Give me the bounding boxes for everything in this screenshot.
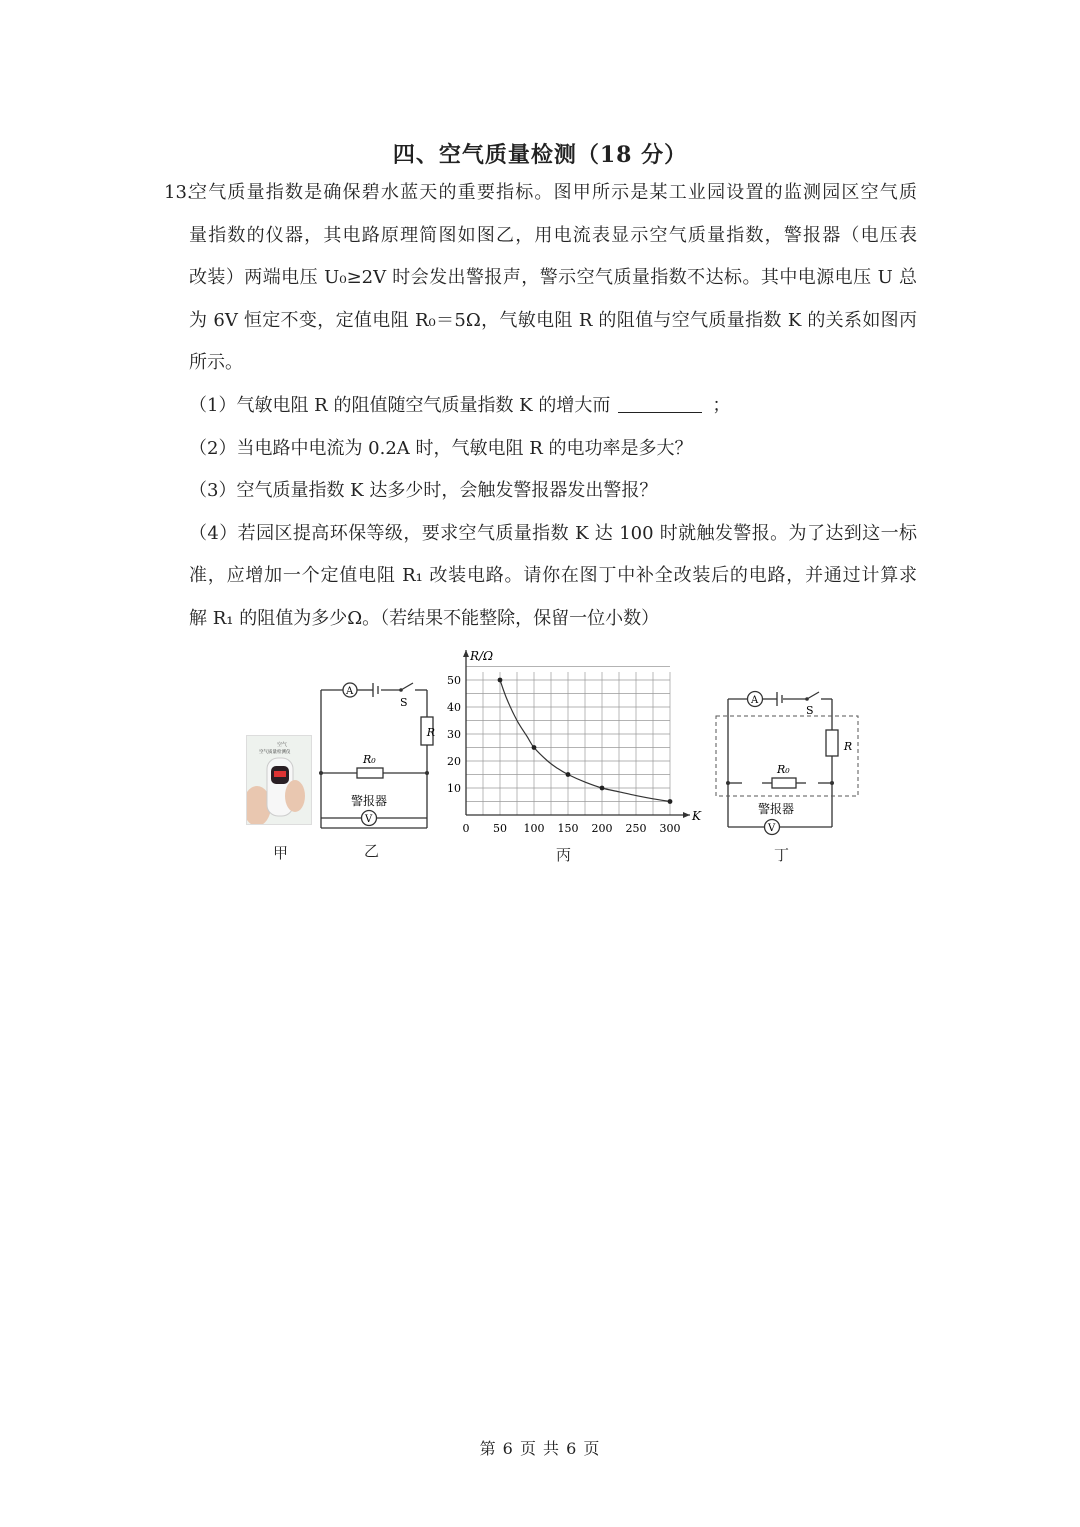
chart-ticks xyxy=(447,674,681,835)
resistor-r0-label-ding: R₀ xyxy=(777,763,790,776)
voltmeter-symbol: V xyxy=(365,814,373,825)
sub1-text: （1）气敏电阻 R 的阻值随空气质量指数 K 的增大而 xyxy=(189,395,611,416)
label-yi: 乙 xyxy=(364,842,380,860)
switch-label: S xyxy=(400,696,408,709)
x-tick-label: 0 xyxy=(462,822,470,835)
x-axis-label: K xyxy=(692,809,701,823)
y-axis-label: R/Ω xyxy=(470,649,494,663)
y-tick-label: 20 xyxy=(447,755,461,768)
resistor-r-label-ding: R xyxy=(843,740,853,753)
sub-question-4-line: 解 R₁ 的阻值为多少Ω。（若结果不能整除，保留一位小数） xyxy=(189,607,660,629)
data-point xyxy=(566,772,571,777)
stem-line: 量指数的仪器，其电路原理简图如图乙，用电流表显示空气质量指数，警报器（电压表 xyxy=(189,224,917,246)
device-text-2: 空气质量检测仪 xyxy=(259,750,291,755)
y-axis-arrow xyxy=(463,650,469,657)
circuit-ding xyxy=(714,680,864,850)
data-point xyxy=(600,786,605,791)
label-bing: 丙 xyxy=(556,846,572,864)
ammeter-symbol-ding: A xyxy=(751,695,759,706)
page-footer: 第 6 页 共 6 页 xyxy=(479,1439,601,1458)
label-jia: 甲 xyxy=(273,844,289,862)
alarm-label: 警报器 xyxy=(351,794,388,808)
circuit-yi xyxy=(315,670,435,840)
ammeter-symbol: A xyxy=(346,686,354,697)
device-illustration xyxy=(247,736,311,824)
label-ding: 丁 xyxy=(774,846,790,864)
y-tick-label: 40 xyxy=(447,701,461,714)
question-number: 13. xyxy=(164,182,193,203)
device-text-1: 空气 xyxy=(277,742,288,748)
x-tick-label: 250 xyxy=(625,822,647,835)
x-tick-label: 200 xyxy=(591,822,613,835)
switch-label-ding: S xyxy=(806,704,814,717)
chart-grid xyxy=(466,667,670,816)
y-tick-label: 30 xyxy=(447,728,461,741)
figure-group xyxy=(230,640,870,870)
sub-question-4-line: （4）若园区提高环保等级，要求空气质量指数 K 达 100 时就触发警报。为了达到这一标 xyxy=(189,522,917,544)
chart-bing xyxy=(440,640,710,845)
data-point xyxy=(532,745,537,750)
section-title: 四、空气质量检测（18 分） xyxy=(392,142,688,168)
sub-question-2: （2）当电路中电流为 0.2A 时，气敏电阻 R 的电功率是多大？ xyxy=(189,437,693,459)
stem-line: 改装）两端电压 U₀≥2V 时会发出警报声，警示空气质量指数不达标。其中电源电压 U 总 xyxy=(189,267,917,288)
x-tick-label: 100 xyxy=(523,822,545,835)
device-photo xyxy=(246,735,312,825)
sub-question-3: （3）空气质量指数 K 达多少时，会触发警报器发出警报？ xyxy=(189,480,658,501)
y-tick-label: 10 xyxy=(447,782,461,795)
voltmeter-symbol-ding: V xyxy=(768,823,776,834)
sub-question-1 xyxy=(189,385,917,428)
alarm-label-ding: 警报器 xyxy=(758,802,795,816)
x-tick-label: 150 xyxy=(557,822,579,835)
resistor-r0-label: R₀ xyxy=(363,753,376,766)
stem-line: 空气质量指数是确保碧水蓝天的重要指标。图甲所示是某工业园设置的监测园区空气质 xyxy=(189,182,917,203)
x-axis-arrow xyxy=(683,812,690,818)
data-point xyxy=(498,678,503,683)
sub-question-4-line: 准，应增加一个定值电阻 R₁ 改装电路。请你在图丁中补全改装后的电路，并通过计算求 xyxy=(189,565,917,586)
sub1-end: ； xyxy=(712,395,731,416)
answer-blank[interactable] xyxy=(618,394,702,413)
stem-line: 所示。 xyxy=(189,352,243,373)
data-point xyxy=(668,799,673,804)
question-stem xyxy=(189,172,917,385)
x-tick-label: 50 xyxy=(493,822,507,835)
resistor-r-label: R xyxy=(426,726,435,739)
x-tick-label: 300 xyxy=(659,822,681,835)
stem-line: 为 6V 恒定不变，定值电阻 R₀＝5Ω，气敏电阻 R 的阻值与空气质量指数 K 的关系如图丙 xyxy=(189,309,917,331)
y-tick-label: 50 xyxy=(447,674,461,687)
sub-questions xyxy=(189,385,917,640)
